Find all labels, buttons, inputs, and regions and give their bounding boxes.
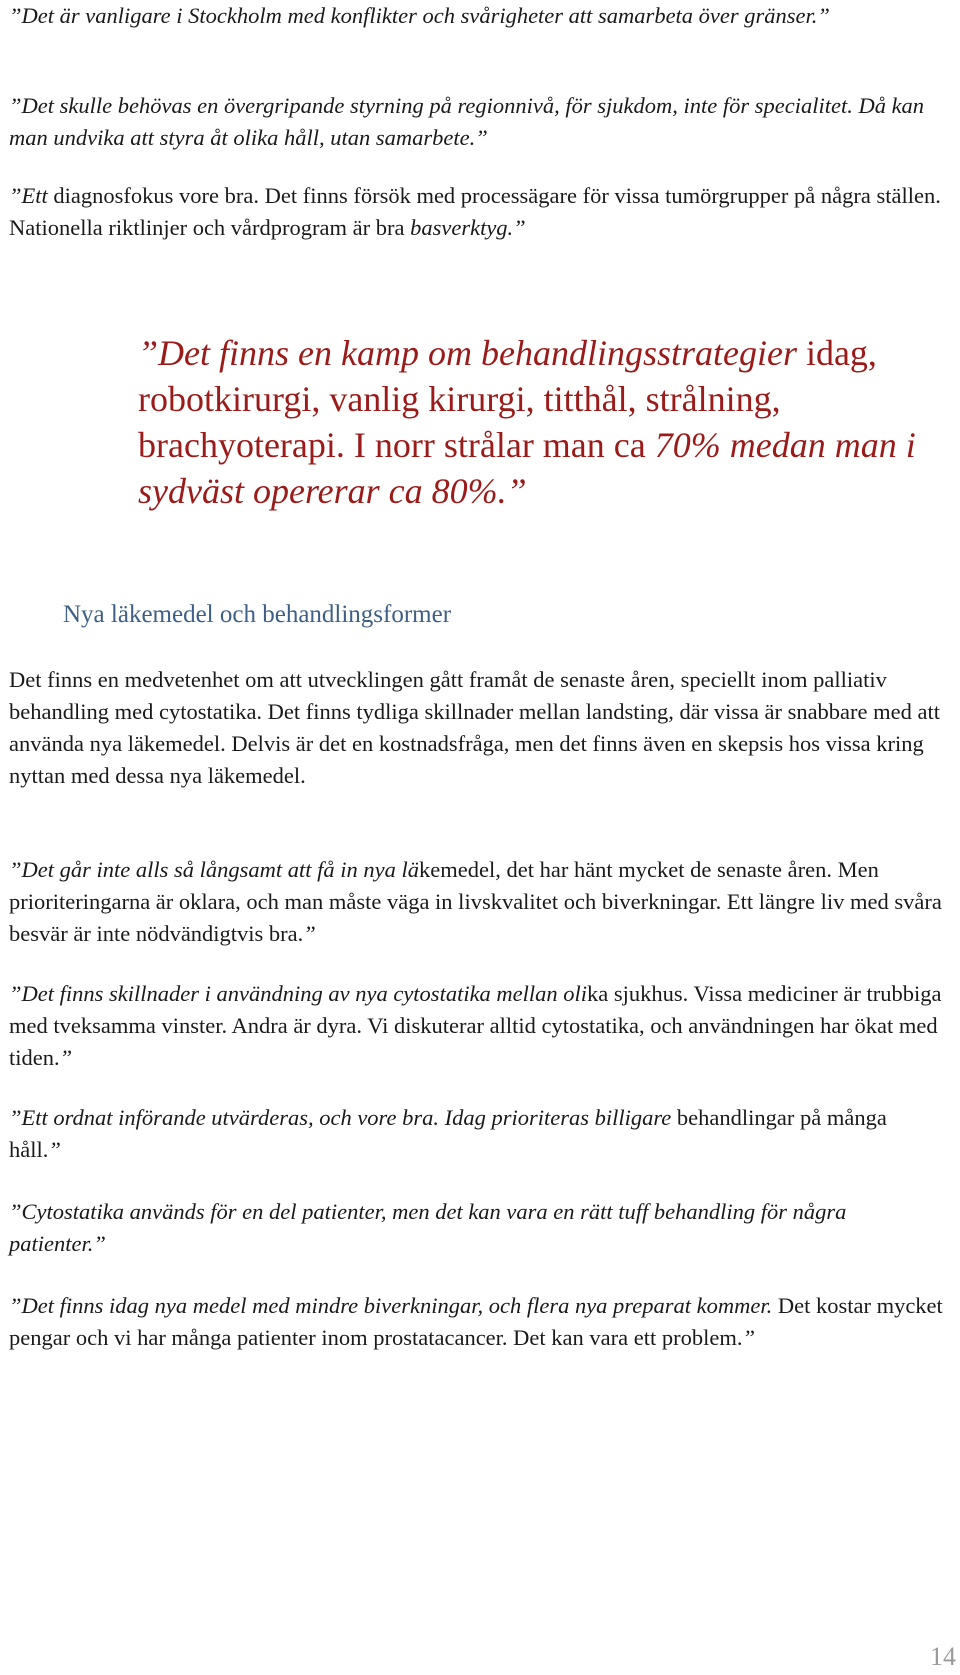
quote-text: Det kostar mycket pengar och vi har många patienter inom prostatacancer. Det kan vara ett problem. bbox=[9, 1293, 943, 1350]
intro-paragraph: Det finns en medvetenhet om att utvecklingen gått framåt de senaste åren, speciellt inom palliativ behandling med cytostatika. Det finns tydliga skillnader mellan landsting, där vissa är snabbare med att använda nya läkemedel. Delvis är det en kostnadsfråga, men det finns även en skepsis hos vissa kring nyttan med dessa nya läkemedel. bbox=[9, 667, 941, 788]
section-heading: Nya läkemedel och behandlingsformer bbox=[63, 601, 452, 628]
quote-text: ka sjukhus. Vissa mediciner är trubbiga med tveksamma vinster. Andra är dyra. Vi diskuterar alltid cytostatika, och användningen har ökat med tiden. bbox=[9, 981, 942, 1070]
quote-text-italic: ”Ett bbox=[9, 183, 54, 208]
quote-text: diagnosfokus vore bra. Det finns försök med processägare för vissa tumörgrupper på några ställen. Nationella riktlinjer och vårdprogram är bra bbox=[9, 183, 941, 240]
quote-text: ”Det är vanligare i Stockholm med konflikter och svårigheter att samarbeta över gränser.” bbox=[9, 3, 830, 28]
quote-new-drugs bbox=[9, 854, 944, 950]
quote-text-italic-end: ” bbox=[303, 921, 316, 946]
quote-new-medicines-cost bbox=[9, 1290, 944, 1354]
quote-cytostatics-tough bbox=[9, 1196, 944, 1260]
quote-text: ”Det skulle behövas en övergripande styrning på regionnivå, för sjukdom, inte för specialitet. Då kan man undvika att styra åt olika håll, utan samarbete.” bbox=[9, 93, 925, 150]
quote-text: kemedel, det har hänt mycket de senaste åren. Men prioriteringarna är oklara, och man måste väga in livskvalitet och biverkningar. Ett längre liv med svåra besvär är inte nödvändigtvis bra. bbox=[9, 857, 942, 946]
quote-text-italic-end: ” bbox=[48, 1137, 61, 1162]
quote-regional-steering bbox=[9, 90, 944, 154]
quote-text-italic: ”Det finns idag nya medel med mindre biverkningar, och flera nya preparat kommer. bbox=[9, 1293, 778, 1318]
quote-text-italic: ”Ett ordnat införande utvärderas, och vore bra. Idag prioriteras billigare bbox=[9, 1105, 677, 1130]
callout-italic: ”Det finns en kamp om behandlingsstrategier bbox=[138, 333, 806, 373]
quote-text-italic-end: ” bbox=[59, 1045, 73, 1070]
callout-italic-end: 70% medan man i sydväst opererar ca 80%.” bbox=[138, 425, 916, 511]
quote-text-italic: ”Det finns skillnader i användning av nya cytostatika mellan oli bbox=[9, 981, 588, 1006]
callout-quote bbox=[138, 330, 938, 514]
page-number: 14 bbox=[930, 1642, 956, 1671]
callout-normal: idag, robotkirurgi, vanlig kirurgi, titthål, strålning, brachyoterapi. I norr strålar man ca bbox=[138, 333, 877, 465]
quote-text-italic-end: ” bbox=[742, 1325, 755, 1350]
quote-text-italic-end: basverktyg.” bbox=[410, 215, 526, 240]
quote-stockholm bbox=[9, 0, 944, 32]
quote-cytostatics-differences bbox=[9, 978, 944, 1074]
quote-text-italic: ”Cytostatika används för en del patienter, men det kan vara en rätt tuff behandling för några patienter.” bbox=[9, 1199, 847, 1256]
quote-text-italic: ”Det går inte alls så långsamt att få in nya lä bbox=[9, 857, 420, 882]
quote-diagnosis-focus bbox=[9, 180, 944, 244]
quote-ordered-introduction bbox=[9, 1102, 944, 1166]
quote-text: behandlingar på många håll. bbox=[9, 1105, 887, 1162]
